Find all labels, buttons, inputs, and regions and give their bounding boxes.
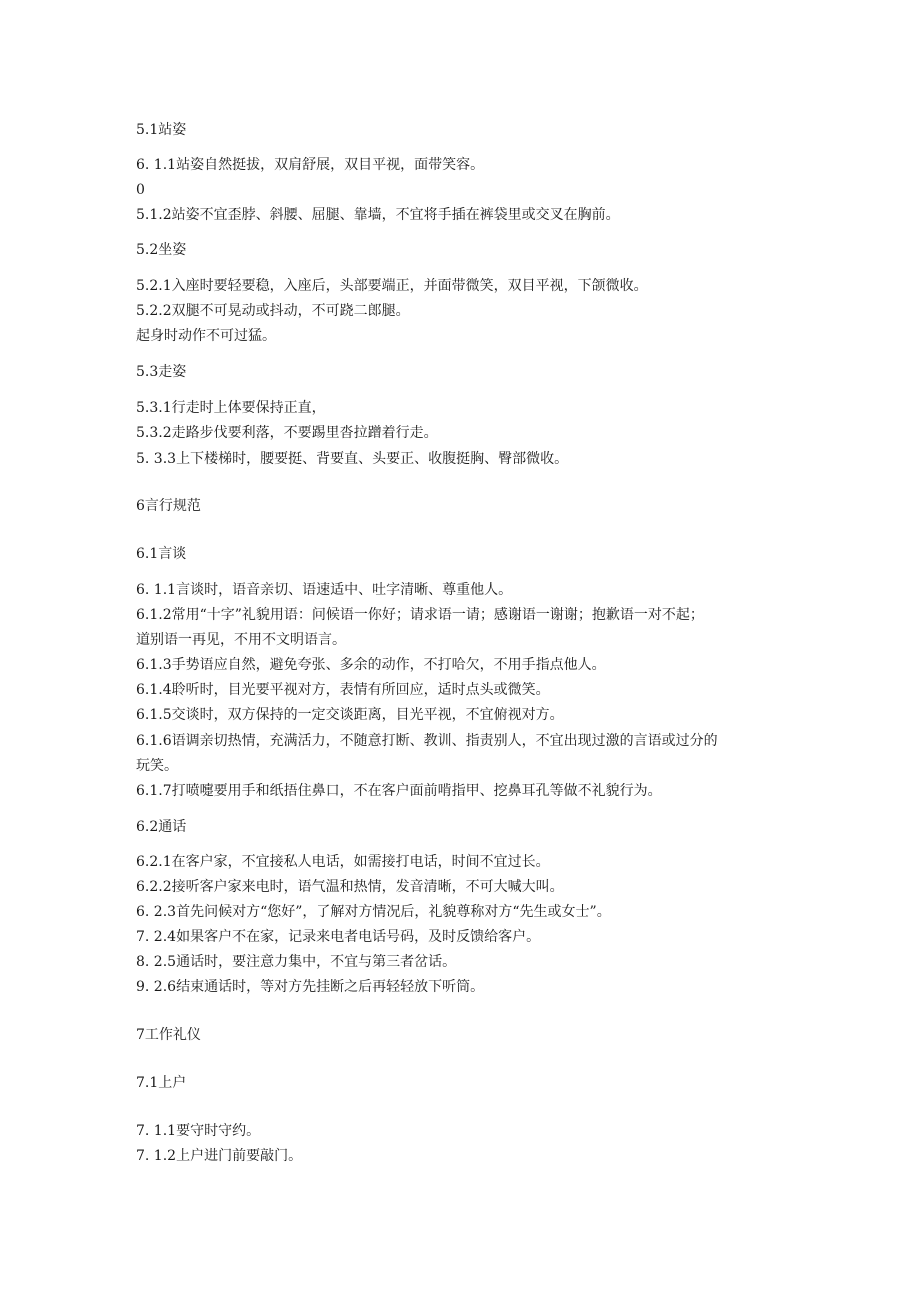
paragraph-line: 5.1.2站姿不宜歪脖、斜腰、屈腿、靠墙，不宜将手插在裤袋里或交叉在胸前。 <box>136 207 620 223</box>
paragraph-line: 6. 1.1言谈时，语音亲切、语速适中、吐字清晰、尊重他人。 <box>136 582 513 598</box>
section-heading: 5.2坐姿 <box>136 242 187 258</box>
section-heading: 6.2通话 <box>136 819 187 835</box>
paragraph-line: 6. 2.3首先问候对方“您好”，了解对方情况后，礼貌尊称对方“先生或女士”。 <box>136 904 611 920</box>
section-heading: 6.1言谈 <box>136 546 187 562</box>
section-heading: 5.1站姿 <box>136 122 187 138</box>
paragraph-line: 5.3.2走路步伐要利落，不要踢里沓拉蹭着行走。 <box>136 425 438 441</box>
section-heading: 5.3走姿 <box>136 364 187 380</box>
paragraph-line: 6.1.6语调亲切热情，充满活力，不随意打断、教训、指责别人，不宜出现过激的言语或过分的 <box>136 733 718 749</box>
paragraph-line: 9. 2.6结束通话时，等对方先挂断之后再轻轻放下听筒。 <box>136 979 485 995</box>
paragraph-line: 0 <box>136 182 145 198</box>
paragraph-line: 5.3.1行走时上体要保持正直， <box>136 400 326 416</box>
paragraph-line: 6.1.4聆听时，目光要平视对方，表情有所回应，适时点头或微笑。 <box>136 682 550 698</box>
paragraph-line: 7. 1.1要守时守约。 <box>136 1123 261 1139</box>
section-heading: 6言行规范 <box>136 498 201 514</box>
paragraph-line: 6.2.2接听客户家来电时，语气温和热情，发音清晰，不可大喊大叫。 <box>136 879 564 895</box>
section-heading: 7工作礼仪 <box>136 1027 201 1043</box>
paragraph-line: 6. 1.1站姿自然挺拔，双肩舒展，双目平视，面带笑容。 <box>136 157 485 173</box>
section-heading: 7.1上户 <box>136 1075 187 1091</box>
paragraph-line: 7. 1.2上户进门前要敲门。 <box>136 1148 303 1164</box>
paragraph-line: 7. 2.4如果客户不在家，记录来电者电话号码，及时反馈给客户。 <box>136 929 541 945</box>
paragraph-line: 道别语一再见，不用不文明语言。 <box>136 632 346 648</box>
paragraph-line: 6.1.7打喷嚏要用手和纸捂住鼻口，不在客户面前啃指甲、挖鼻耳孔等做不礼貌行为。 <box>136 783 662 799</box>
paragraph-line: 起身时动作不可过猛。 <box>136 328 276 344</box>
paragraph-line: 6.1.3手势语应自然，避免夸张、多余的动作，不打哈欠，不用手指点他人。 <box>136 657 606 673</box>
paragraph-line: 6.1.5交谈时，双方保持的一定交谈距离，目光平视，不宜俯视对方。 <box>136 707 564 723</box>
paragraph-line: 5. 3.3上下楼梯时，腰要挺、背要直、头要正、收腹挺胸、臀部微收。 <box>136 451 569 467</box>
paragraph-line: 8. 2.5通话时，要注意力集中，不宜与第三者岔话。 <box>136 954 457 970</box>
paragraph-line: 5.2.1入座时要轻要稳，入座后，头部要端正，并面带微笑，双目平视，下颌微收。 <box>136 278 648 294</box>
paragraph-line: 5.2.2双腿不可晃动或抖动，不可跷二郎腿。 <box>136 303 410 319</box>
paragraph-line: 6.1.2常用“十字”礼貌用语：问候语一你好；请求语一请；感谢语一谢谢；抱歉语一对不起； <box>136 607 704 623</box>
paragraph-line: 6.2.1在客户家，不宜接私人电话，如需接打电话，时间不宜过长。 <box>136 854 550 870</box>
paragraph-line: 玩笑。 <box>136 758 178 774</box>
